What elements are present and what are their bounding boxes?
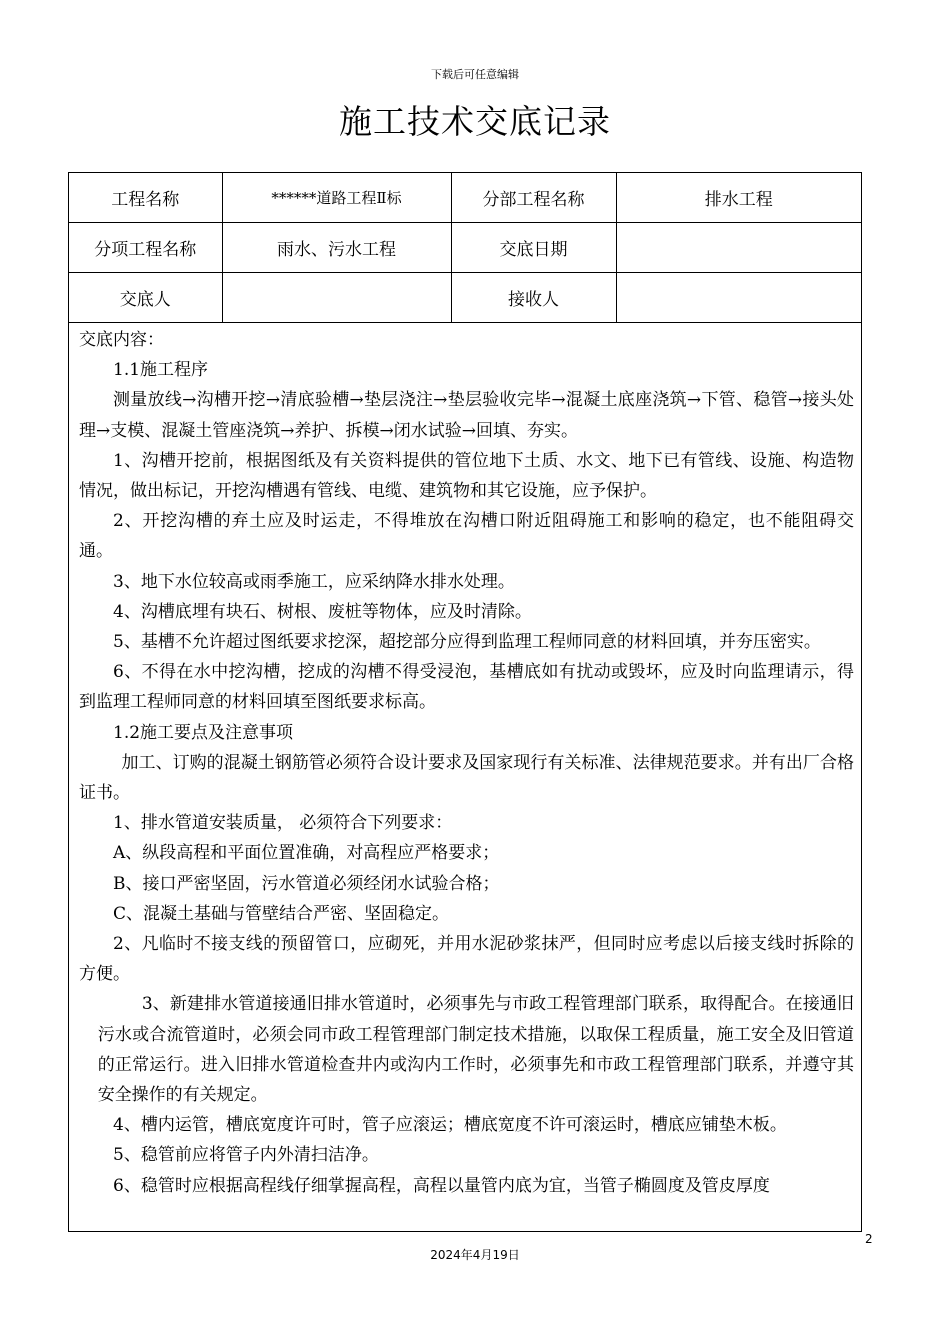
section-heading: 1.1施工程序	[113, 360, 209, 381]
content-paragraph: 4、槽内运管，槽底宽度许可时，管子应滚运；槽底宽度不许可滚运时，槽底应铺垫木板。	[113, 1115, 787, 1136]
content-paragraph: A、纵段高程和平面位置准确，对高程应严格要求；	[113, 843, 500, 864]
content-paragraph: 6、稳管时应根据高程线仔细掌握高程，高程以量管内底为宜，当管子椭圆度及管皮厚度	[113, 1175, 770, 1196]
content-paragraph: 5、稳管前应将管子内外清扫洁净。	[113, 1145, 379, 1166]
content-paragraph: 2、开挖沟槽的弃土应及时运走，不得堆放在沟槽口附近阻碍施工和影响的稳定，也不能阻碍交通。	[79, 511, 854, 562]
page-title: 施工技术交底记录	[339, 102, 611, 141]
subitem-label: 分项工程名称	[69, 223, 222, 273]
content-paragraph: B、接口严密坚固，污水管道必须经闭水试验合格；	[113, 873, 500, 894]
content-paragraph: 3、新建排水管道接通旧排水管道时，必须事先与市政工程管理部门联系，取得配合。在接通旧污水或合流管道时，必须会同市政工程管理部门制定技术措施，以取保工程质量，施工安全及旧管道的正常运行。进入旧排水管道检查井内或沟内工作时，必须事先和市政工程管理部门联系，并遵守其安全操作的有关规定。	[97, 994, 854, 1106]
info-row-project	[69, 173, 861, 223]
subitem-value: 雨水、污水工程	[222, 223, 451, 273]
content-paragraph: 6、不得在水中挖沟槽，挖成的沟槽不得受浸泡，基槽底如有扰动或毁坏，应及时向监理请示，得到监理工程师同意的材料回填至图纸要求标高。	[79, 662, 854, 713]
date-value	[616, 223, 861, 273]
footer-date: 2024年4月19日	[430, 1248, 520, 1262]
date-label: 交底日期	[451, 223, 616, 273]
content-paragraph: 测量放线→沟槽开挖→清底验槽→垫层浇注→垫层验收完毕→混凝土底座浇筑→下管、稳管→接头处理→支模、混凝土管座浇筑→养护、拆模→闭水试验→回填、夯实。	[79, 390, 854, 441]
receiver-label: 接收人	[451, 273, 616, 323]
disclosure-content	[79, 325, 854, 1201]
section-heading: 1.2施工要点及注意事项	[113, 722, 294, 743]
header-note: 下载后可任意编辑	[431, 68, 519, 81]
project-name-label: 工程名称	[69, 173, 222, 223]
content-paragraph: 3、地下水位较高或雨季施工，应采纳降水排水处理。	[113, 571, 515, 592]
receiver-value	[616, 273, 861, 323]
content-paragraph: 4、沟槽底埋有块石、树根、废桩等物体，应及时清除。	[113, 601, 532, 622]
content-heading: 交底内容：	[79, 330, 164, 350]
content-paragraph: 1、排水管道安装质量， 必须符合下列要求：	[113, 813, 453, 834]
content-paragraph: 2、凡临时不接支线的预留管口，应砌死，并用水泥砂浆抹严，但同时应考虑以后接支线时拆除的方便。	[79, 934, 854, 985]
content-paragraph: 加工、订购的混凝土钢筋管必须符合设计要求及国家现行有关标准、法律规范要求。并有出厂合格证书。	[79, 752, 854, 804]
division-value: 排水工程	[616, 173, 861, 223]
giver-value	[222, 273, 451, 323]
content-paragraph: C、混凝土基础与管壁结合严密、坚固稳定。	[113, 903, 450, 924]
content-paragraph: 1、沟槽开挖前，根据图纸及有关资料提供的管位地下土质、水文、地下已有管线、设施、构造物情况，做出标记，开挖沟槽遇有管线、电缆、建筑物和其它设施，应予保护。	[79, 450, 854, 502]
page-number: 2	[865, 1232, 873, 1246]
info-table	[69, 173, 861, 323]
giver-label: 交底人	[69, 273, 222, 323]
project-name-value: ******道路工程Ⅱ标	[222, 173, 451, 223]
info-row-people	[69, 273, 861, 323]
info-row-subitem	[69, 223, 861, 273]
record-frame	[68, 172, 862, 1232]
division-label: 分部工程名称	[451, 173, 616, 223]
content-paragraph: 5、基槽不允许超过图纸要求挖深，超挖部分应得到监理工程师同意的材料回填，并夯压密实。	[113, 632, 821, 653]
